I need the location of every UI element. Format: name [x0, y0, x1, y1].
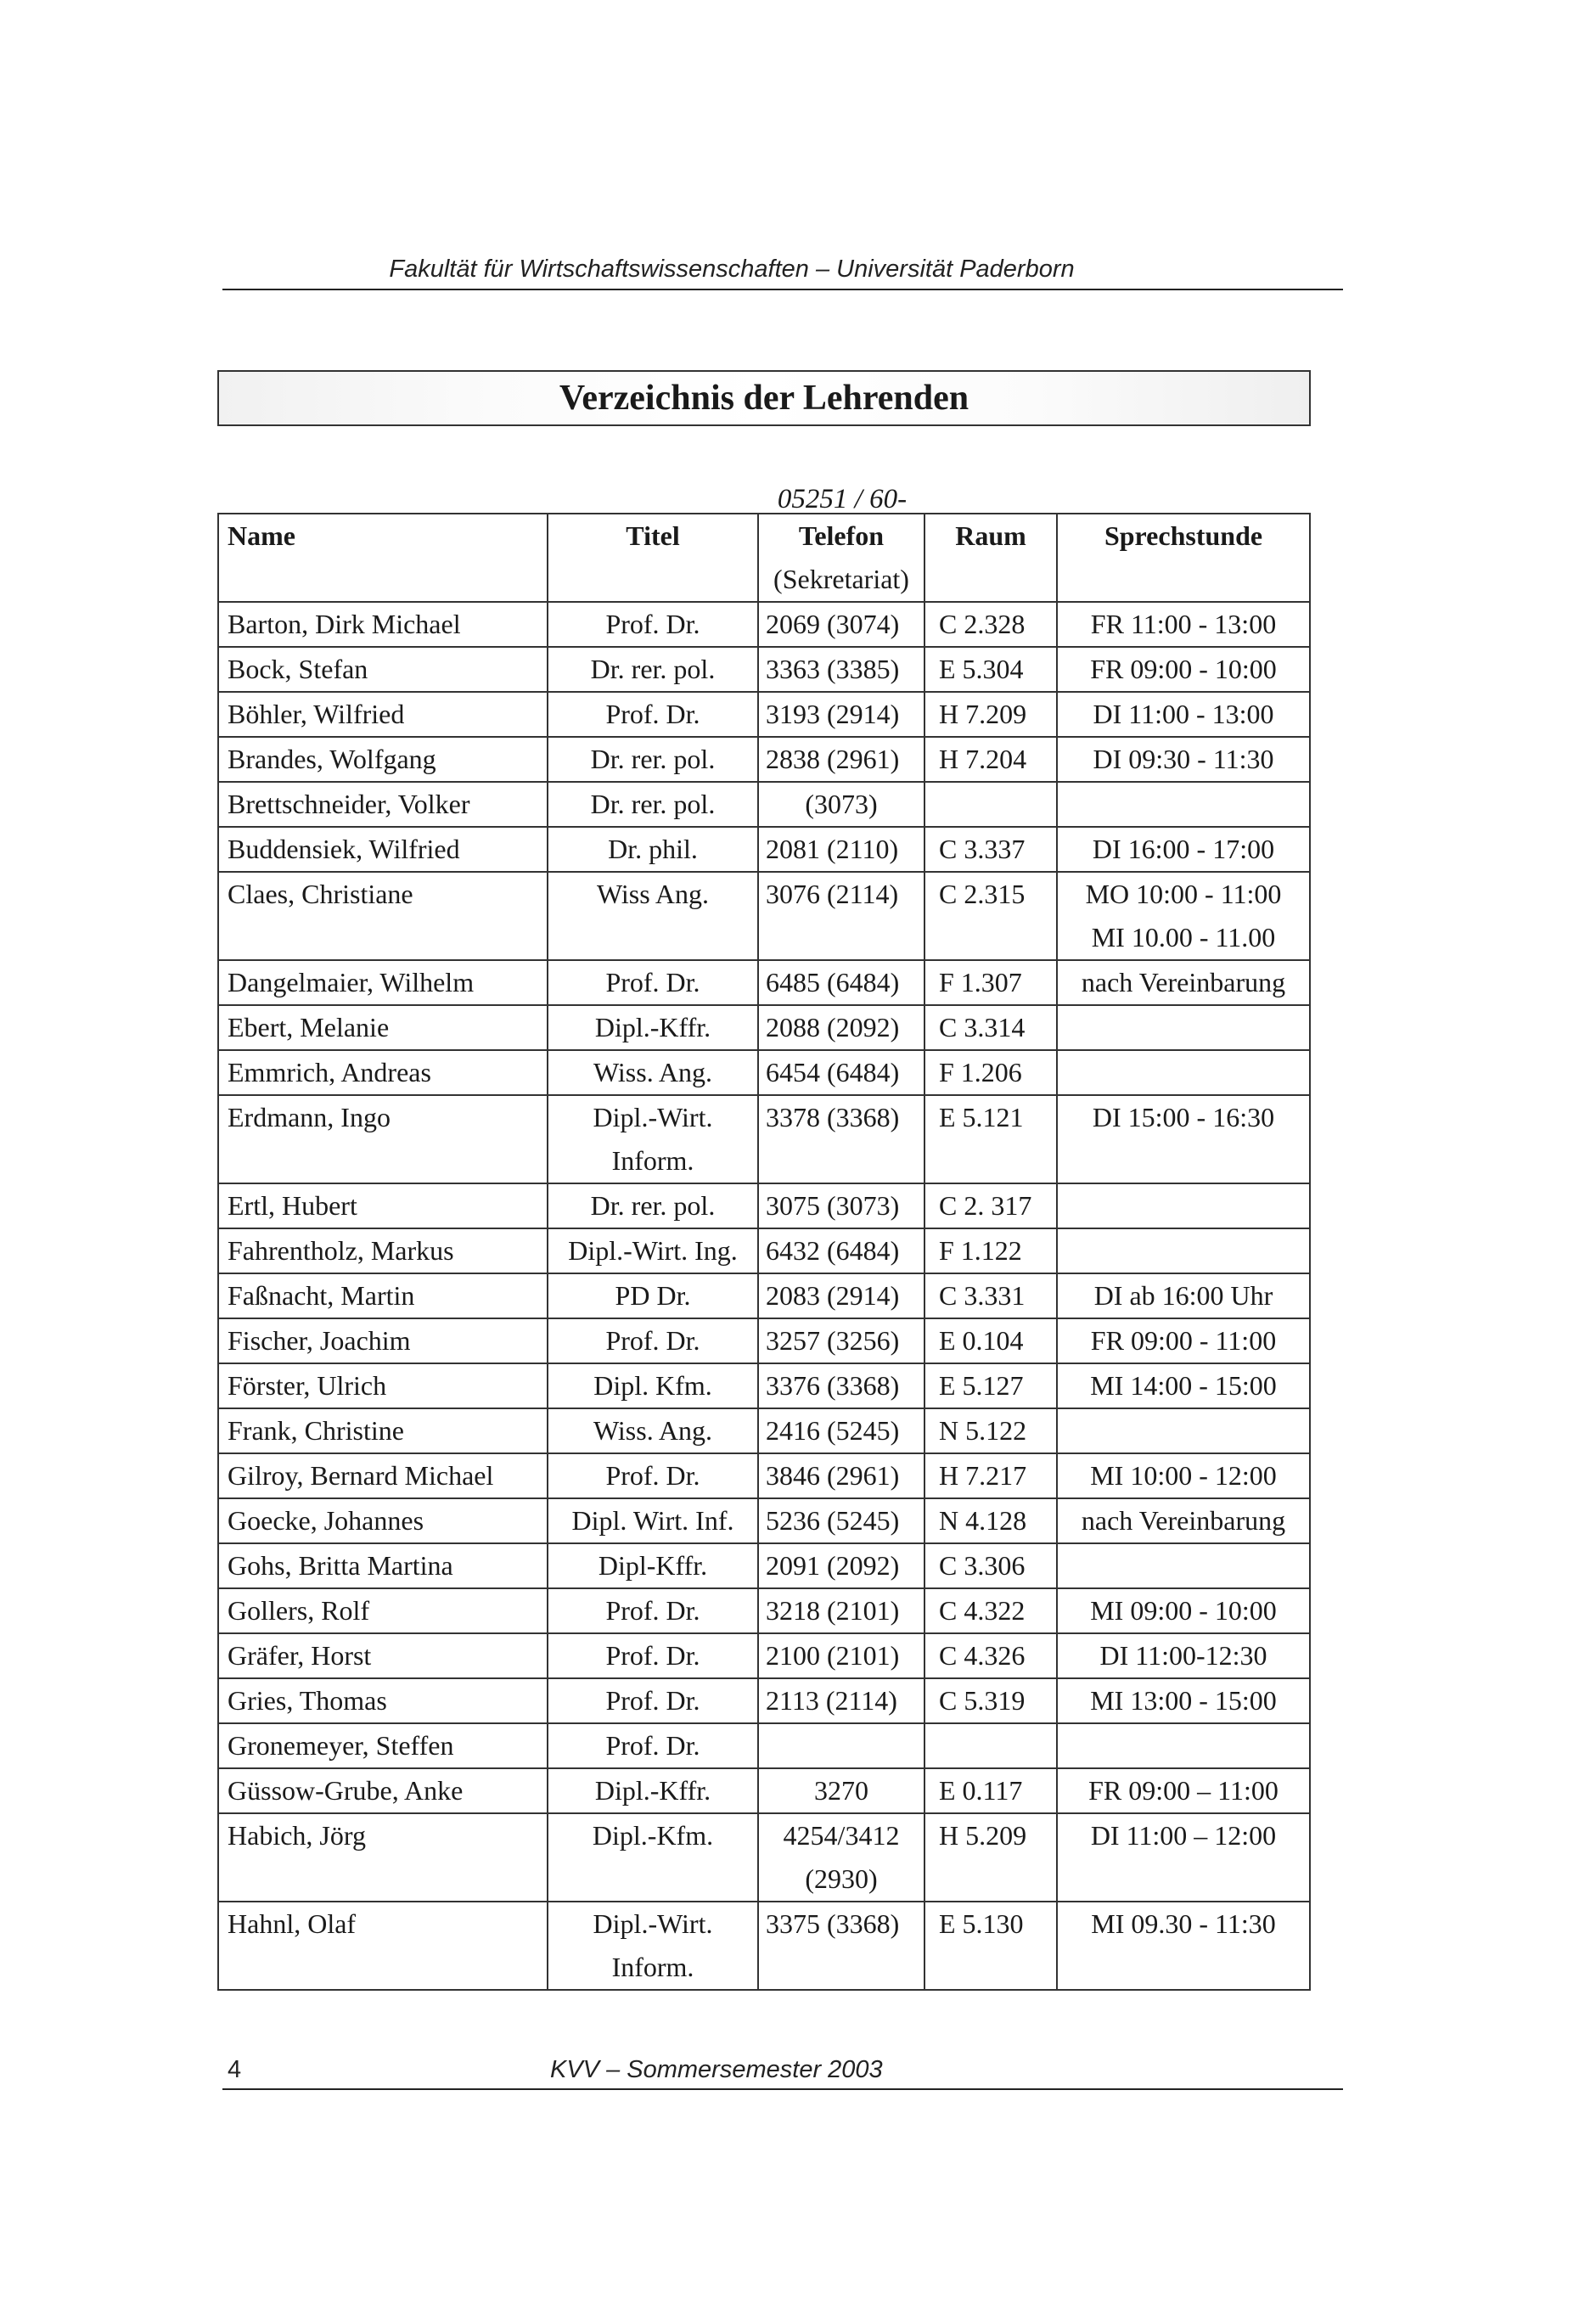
cell-telefon: 3076 (2114) — [758, 872, 924, 960]
table-row — [218, 1363, 1310, 1408]
telefon-header-sublabel: (Sekretariat) — [773, 564, 909, 594]
cell-sprechstunde — [1057, 1183, 1310, 1228]
cell-telefon: 2088 (2092) — [758, 1005, 924, 1050]
cell-sprechstunde: DI 11:00 - 13:00 — [1057, 692, 1310, 737]
table-row — [218, 1005, 1310, 1050]
column-header-raum: Raum — [924, 514, 1057, 602]
cell-name: Ertl, Hubert — [218, 1183, 548, 1228]
cell-telefon: 3375 (3368) — [758, 1902, 924, 1990]
cell-telefon: 2100 (2101) — [758, 1633, 924, 1678]
table-row — [218, 872, 1310, 960]
table-row — [218, 1453, 1310, 1498]
cell-titel: Dipl-Kffr. — [548, 1543, 758, 1588]
cell-raum: C 4.326 — [924, 1633, 1057, 1678]
cell-telefon — [758, 1813, 924, 1902]
table-row — [218, 1498, 1310, 1543]
cell-name: Gohs, Britta Martina — [218, 1543, 548, 1588]
cell-titel — [548, 1095, 758, 1183]
cell-titel: Dr. rer. pol. — [548, 737, 758, 782]
cell-telefon-line1: 4254/3412 — [783, 1820, 900, 1851]
cell-titel: Prof. Dr. — [548, 1678, 758, 1723]
cell-name: Ebert, Melanie — [218, 1005, 548, 1050]
table-row — [218, 1588, 1310, 1633]
cell-telefon: 2838 (2961) — [758, 737, 924, 782]
cell-sprechstunde-line1: MO 10:00 - 11:00 — [1085, 879, 1282, 909]
table-row — [218, 1273, 1310, 1318]
table-row — [218, 782, 1310, 827]
cell-sprechstunde: FR 11:00 - 13:00 — [1057, 602, 1310, 647]
cell-name: Gräfer, Horst — [218, 1633, 548, 1678]
cell-name: Brandes, Wolfgang — [218, 737, 548, 782]
cell-raum: E 0.104 — [924, 1318, 1057, 1363]
table-row — [218, 602, 1310, 647]
cell-telefon: 3846 (2961) — [758, 1453, 924, 1498]
cell-name: Fischer, Joachim — [218, 1318, 548, 1363]
cell-raum: H 5.209 — [924, 1813, 1057, 1902]
cell-name: Buddensiek, Wilfried — [218, 827, 548, 872]
cell-sprechstunde-line2: MI 10.00 - 11.00 — [1091, 922, 1276, 952]
table-row — [218, 692, 1310, 737]
cell-sprechstunde — [1057, 1723, 1310, 1768]
cell-sprechstunde: nach Vereinbarung — [1057, 1498, 1310, 1543]
cell-name: Emmrich, Andreas — [218, 1050, 548, 1095]
cell-telefon: 3363 (3385) — [758, 647, 924, 692]
cell-telefon: 2091 (2092) — [758, 1543, 924, 1588]
table-row — [218, 1633, 1310, 1678]
table-row — [218, 1768, 1310, 1813]
cell-titel-line2: Inform. — [611, 1952, 694, 1982]
table-body — [218, 602, 1310, 1990]
cell-titel: Prof. Dr. — [548, 1453, 758, 1498]
cell-titel: Prof. Dr. — [548, 1318, 758, 1363]
cell-titel: Dipl.-Kffr. — [548, 1005, 758, 1050]
column-header-sprechstunde: Sprechstunde — [1057, 514, 1310, 602]
cell-sprechstunde: FR 09:00 - 11:00 — [1057, 1318, 1310, 1363]
cell-raum: F 1.122 — [924, 1228, 1057, 1273]
semester-label: KVV – Sommersemester 2003 — [550, 2056, 883, 2083]
table-row — [218, 1050, 1310, 1095]
cell-sprechstunde: nach Vereinbarung — [1057, 960, 1310, 1005]
cell-raum: E 5.127 — [924, 1363, 1057, 1408]
cell-raum: C 5.319 — [924, 1678, 1057, 1723]
cell-raum: N 4.128 — [924, 1498, 1057, 1543]
cell-titel: Prof. Dr. — [548, 1723, 758, 1768]
cell-raum: H 7.204 — [924, 737, 1057, 782]
cell-raum: E 5.130 — [924, 1902, 1057, 1990]
cell-sprechstunde — [1057, 1050, 1310, 1095]
cell-telefon: 3257 (3256) — [758, 1318, 924, 1363]
column-header-name: Name — [218, 514, 548, 602]
table-row — [218, 1723, 1310, 1768]
cell-sprechstunde: FR 09:00 - 10:00 — [1057, 647, 1310, 692]
cell-sprechstunde: MI 10:00 - 12:00 — [1057, 1453, 1310, 1498]
column-header-telefon — [758, 514, 924, 602]
cell-sprechstunde: DI 11:00 – 12:00 — [1057, 1813, 1310, 1902]
cell-name: Gries, Thomas — [218, 1678, 548, 1723]
cell-titel: Prof. Dr. — [548, 1588, 758, 1633]
cell-raum: N 5.122 — [924, 1408, 1057, 1453]
cell-sprechstunde — [1057, 1408, 1310, 1453]
cell-titel-line1: Dipl.-Wirt. — [593, 1908, 713, 1939]
table-header-row — [218, 514, 1310, 602]
cell-titel: Prof. Dr. — [548, 960, 758, 1005]
cell-name: Frank, Christine — [218, 1408, 548, 1453]
cell-sprechstunde: MI 09.30 - 11:30 — [1057, 1902, 1310, 1990]
page-footer — [222, 2049, 1343, 2090]
cell-telefon: 5236 (5245) — [758, 1498, 924, 1543]
cell-name: Faßnacht, Martin — [218, 1273, 548, 1318]
cell-name: Dangelmaier, Wilhelm — [218, 960, 548, 1005]
cell-telefon: 3193 (2914) — [758, 692, 924, 737]
cell-sprechstunde: DI 15:00 - 16:30 — [1057, 1095, 1310, 1183]
telefon-header-label: Telefon — [798, 520, 885, 551]
cell-titel: Dipl.-Wirt. Ing. — [548, 1228, 758, 1273]
cell-sprechstunde: DI 11:00-12:30 — [1057, 1633, 1310, 1678]
cell-raum: C 3.331 — [924, 1273, 1057, 1318]
faculty-header-text: Fakultät für Wirtschaftswissenschaften – Universität Paderborn — [389, 256, 1075, 283]
cell-telefon: (3073) — [758, 782, 924, 827]
cell-raum: E 5.121 — [924, 1095, 1057, 1183]
cell-titel: Dr. rer. pol. — [548, 782, 758, 827]
table-row — [218, 960, 1310, 1005]
cell-telefon: 2069 (3074) — [758, 602, 924, 647]
cell-raum: H 7.217 — [924, 1453, 1057, 1498]
table-row — [218, 1543, 1310, 1588]
cell-telefon: 6454 (6484) — [758, 1050, 924, 1095]
cell-titel-line1: Dipl.-Wirt. — [593, 1102, 713, 1132]
table-row — [218, 1678, 1310, 1723]
cell-raum: C 2.315 — [924, 872, 1057, 960]
cell-sprechstunde: DI 09:30 - 11:30 — [1057, 737, 1310, 782]
cell-telefon: 3218 (2101) — [758, 1588, 924, 1633]
cell-name: Erdmann, Ingo — [218, 1095, 548, 1183]
cell-sprechstunde — [1057, 872, 1310, 960]
cell-name: Barton, Dirk Michael — [218, 602, 548, 647]
page-header — [222, 255, 1343, 290]
cell-raum: E 0.117 — [924, 1768, 1057, 1813]
cell-titel — [548, 1902, 758, 1990]
cell-sprechstunde: MI 14:00 - 15:00 — [1057, 1363, 1310, 1408]
cell-titel: Wiss. Ang. — [548, 1408, 758, 1453]
cell-telefon — [758, 1723, 924, 1768]
cell-raum: C 4.322 — [924, 1588, 1057, 1633]
table-row — [218, 1902, 1310, 1990]
table-row — [218, 1183, 1310, 1228]
cell-telefon: 3270 — [758, 1768, 924, 1813]
cell-name: Habich, Jörg — [218, 1813, 548, 1902]
page-number: 4 — [228, 2056, 242, 2083]
cell-sprechstunde — [1057, 1543, 1310, 1588]
cell-titel: Wiss Ang. — [548, 872, 758, 960]
table-row — [218, 1813, 1310, 1902]
cell-name: Claes, Christiane — [218, 872, 548, 960]
cell-telefon: 3378 (3368) — [758, 1095, 924, 1183]
cell-raum: C 3.306 — [924, 1543, 1057, 1588]
cell-telefon: 6432 (6484) — [758, 1228, 924, 1273]
cell-name: Goecke, Johannes — [218, 1498, 548, 1543]
cell-sprechstunde — [1057, 1005, 1310, 1050]
cell-titel: Dipl.-Kfm. — [548, 1813, 758, 1902]
cell-raum: C 2.328 — [924, 602, 1057, 647]
cell-telefon: 6485 (6484) — [758, 960, 924, 1005]
cell-telefon: 3376 (3368) — [758, 1363, 924, 1408]
cell-name: Brettschneider, Volker — [218, 782, 548, 827]
cell-raum: F 1.307 — [924, 960, 1057, 1005]
cell-telefon: 2081 (2110) — [758, 827, 924, 872]
cell-name: Förster, Ulrich — [218, 1363, 548, 1408]
cell-titel: Dr. rer. pol. — [548, 1183, 758, 1228]
table-row — [218, 827, 1310, 872]
cell-raum: E 5.304 — [924, 647, 1057, 692]
cell-name: Fahrentholz, Markus — [218, 1228, 548, 1273]
cell-raum — [924, 782, 1057, 827]
cell-name: Gollers, Rolf — [218, 1588, 548, 1633]
cell-telefon: 2083 (2914) — [758, 1273, 924, 1318]
column-header-titel: Titel — [548, 514, 758, 602]
table-row — [218, 1228, 1310, 1273]
phone-prefix: 05251 / 60- — [777, 484, 908, 514]
cell-telefon-line2: (2930) — [805, 1863, 878, 1894]
cell-telefon: 2416 (5245) — [758, 1408, 924, 1453]
cell-name: Gronemeyer, Steffen — [218, 1723, 548, 1768]
cell-titel: Dipl. Kfm. — [548, 1363, 758, 1408]
cell-titel: Prof. Dr. — [548, 1633, 758, 1678]
cell-raum: C 3.337 — [924, 827, 1057, 872]
cell-sprechstunde — [1057, 782, 1310, 827]
table-row — [218, 1095, 1310, 1183]
cell-sprechstunde: MI 09:00 - 10:00 — [1057, 1588, 1310, 1633]
cell-titel-line2: Inform. — [611, 1145, 694, 1176]
cell-titel: Dr. rer. pol. — [548, 647, 758, 692]
cell-titel: Prof. Dr. — [548, 692, 758, 737]
cell-titel: Prof. Dr. — [548, 602, 758, 647]
cell-name: Gilroy, Bernard Michael — [218, 1453, 548, 1498]
cell-titel: Wiss. Ang. — [548, 1050, 758, 1095]
cell-titel: Dr. phil. — [548, 827, 758, 872]
cell-sprechstunde: MI 13:00 - 15:00 — [1057, 1678, 1310, 1723]
cell-titel: Dipl. Wirt. Inf. — [548, 1498, 758, 1543]
cell-name: Bock, Stefan — [218, 647, 548, 692]
cell-sprechstunde: DI 16:00 - 17:00 — [1057, 827, 1310, 872]
cell-sprechstunde — [1057, 1228, 1310, 1273]
cell-raum: H 7.209 — [924, 692, 1057, 737]
cell-titel: PD Dr. — [548, 1273, 758, 1318]
section-title: Verzeichnis der Lehrenden — [217, 370, 1311, 426]
cell-raum — [924, 1723, 1057, 1768]
table-row — [218, 737, 1310, 782]
cell-name: Böhler, Wilfried — [218, 692, 548, 737]
cell-sprechstunde: FR 09:00 – 11:00 — [1057, 1768, 1310, 1813]
table-row — [218, 1408, 1310, 1453]
cell-raum: C 3.314 — [924, 1005, 1057, 1050]
cell-sprechstunde: DI ab 16:00 Uhr — [1057, 1273, 1310, 1318]
cell-telefon: 2113 (2114) — [758, 1678, 924, 1723]
cell-name: Güssow-Grube, Anke — [218, 1768, 548, 1813]
cell-name: Hahnl, Olaf — [218, 1902, 548, 1990]
cell-telefon: 3075 (3073) — [758, 1183, 924, 1228]
cell-raum: C 2. 317 — [924, 1183, 1057, 1228]
table-row — [218, 647, 1310, 692]
table-row — [218, 1318, 1310, 1363]
staff-directory-table — [217, 513, 1311, 1991]
cell-raum: F 1.206 — [924, 1050, 1057, 1095]
cell-titel: Dipl.-Kffr. — [548, 1768, 758, 1813]
